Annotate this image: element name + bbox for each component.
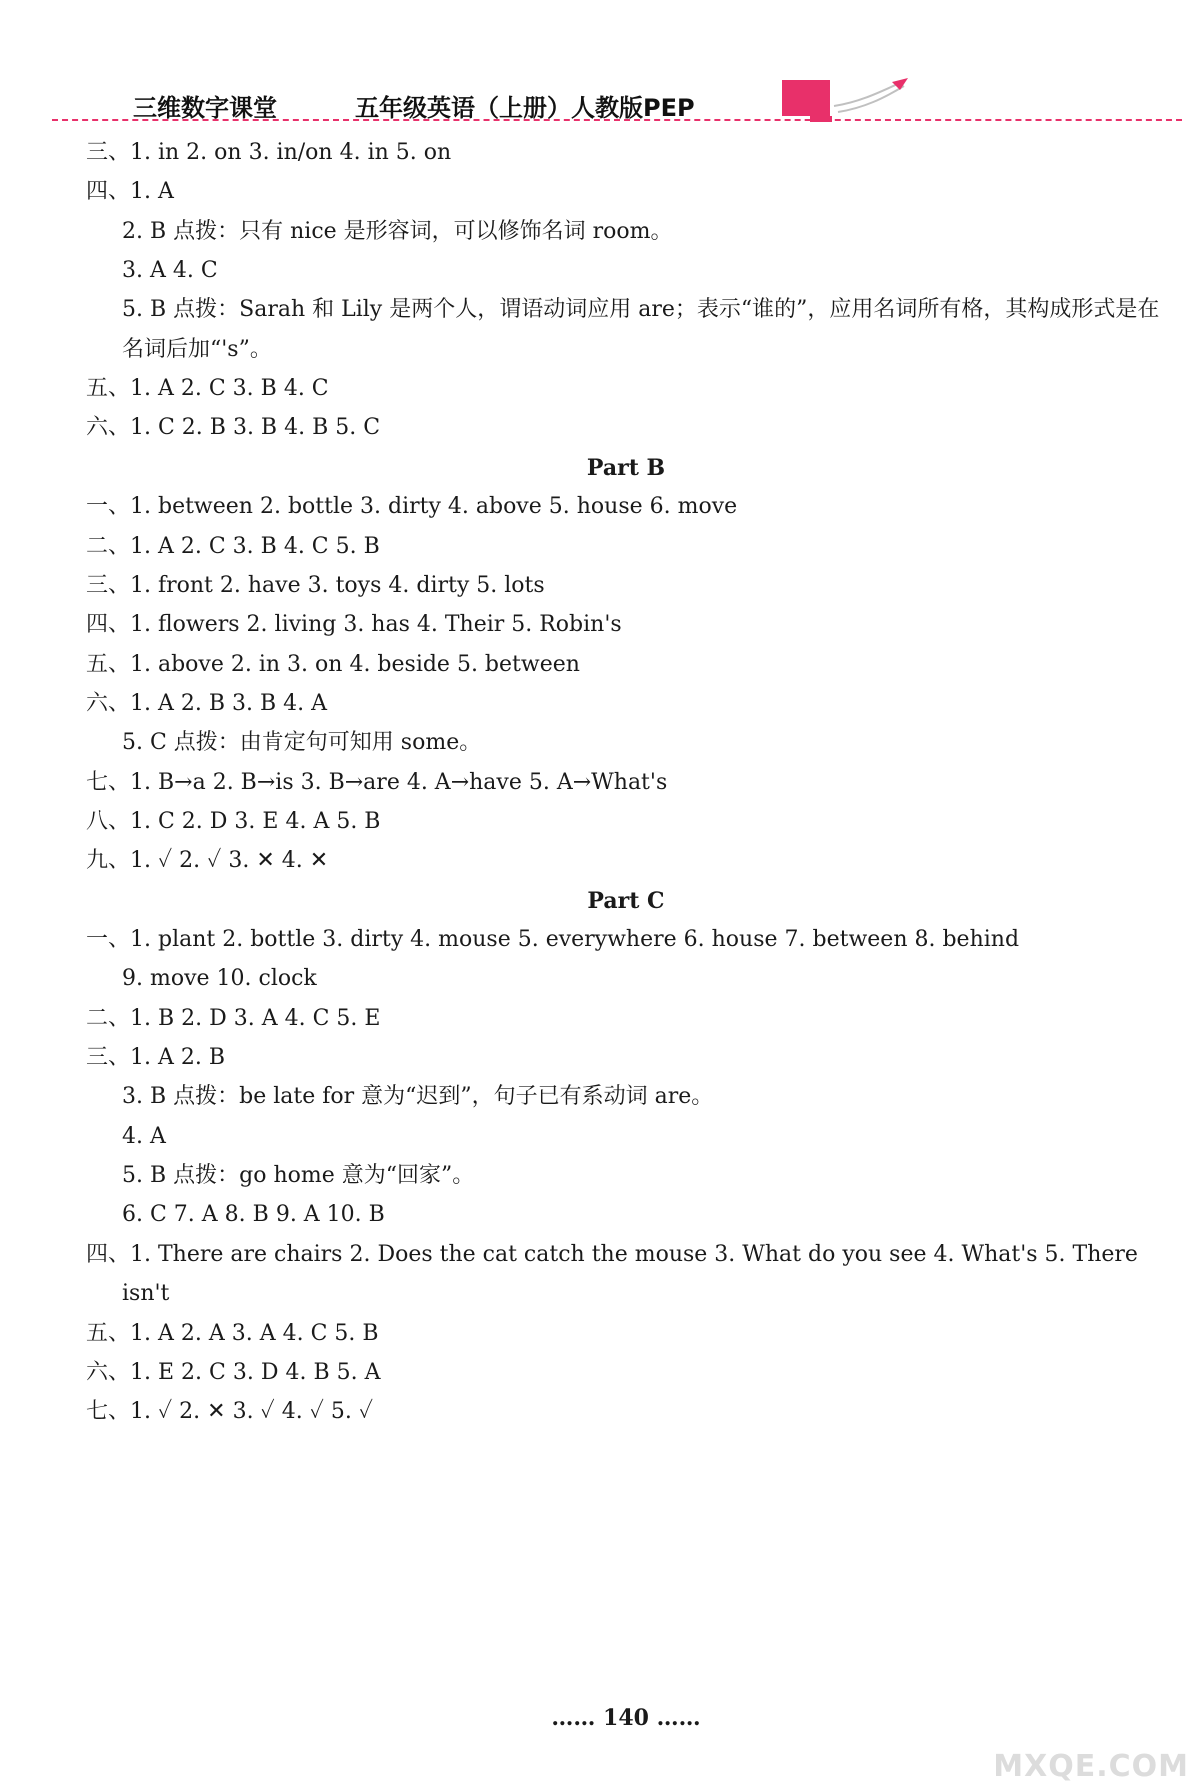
answer-line: 九、1. ✓ 2. ✓ 3. ✕ 4. ✕ [86,848,329,873]
answer-line: 四、1. flowers 2. living 3. has 4. Their 5. Robin's [86,612,622,637]
book-title: 五年级英语（上册）人教版PEP [355,94,695,122]
header-divider [52,119,1182,121]
answer-line: 名词后加“'s”。 [122,337,272,362]
answer-line: 五、1. above 2. in 3. on 4. beside 5. between [86,652,580,677]
answer-line: 六、1. A 2. B 3. B 4. A [86,691,328,716]
answer-line: 5. B 点拨：go home 意为“回家”。 [122,1163,475,1188]
answer-line: 五、1. A 2. A 3. A 4. C 5. B [86,1321,379,1346]
answer-line: 一、1. between 2. bottle 3. dirty 4. above 5. house 6. move [86,494,738,519]
answer-line: 八、1. C 2. D 3. E 4. A 5. B [86,809,381,834]
answer-line: 四、1. There are chairs 2. Does the cat catch the mouse 3. What do you see 4. What's 5. There [86,1242,1138,1267]
answer-line: 5. C 点拨：由肯定句可知用 some。 [122,730,482,755]
page-number: …… 140 …… [551,1705,701,1731]
answer-line: 4. A [122,1124,166,1149]
section-heading: Part C [587,888,665,914]
answer-line: 三、1. in 2. on 3. in/on 4. in 5. on [86,140,452,165]
answer-line: 2. B 点拨：只有 nice 是形容词，可以修饰名词 room。 [122,219,673,244]
answer-line: 六、1. E 2. C 3. D 4. B 5. A [86,1360,381,1385]
answer-line: 3. B 点拨：be late for 意为“迟到”，句子已有系动词 are。 [122,1084,714,1109]
answer-line: 三、1. front 2. have 3. toys 4. dirty 5. lots [86,573,545,598]
answer-line: 七、1. ✓ 2. ✕ 3. ✓ 4. ✓ 5. ✓ [86,1399,374,1424]
section-heading: Part B [586,455,666,481]
answer-line: 5. B 点拨：Sarah 和 Lily 是两个人，谓语动词应用 are；表示“谁的”，应用名词所有格，其构成形式是在 [122,297,1160,322]
answer-line: isn't [122,1281,170,1306]
answer-line: 二、1. A 2. C 3. B 4. C 5. B [86,534,380,559]
answer-line: 二、1. B 2. D 3. A 4. C 5. E [86,1006,381,1031]
site-watermark: MXQE.COM [993,1749,1189,1784]
answer-line: 五、1. A 2. C 3. B 4. C [86,376,329,401]
answer-line: 四、1. A [86,179,174,204]
answer-line: 三、1. A 2. B [86,1045,226,1070]
answer-line: 9. move 10. clock [122,966,317,991]
answer-line: 6. C 7. A 8. B 9. A 10. B [122,1202,385,1227]
answer-line: 3. A 4. C [122,258,218,283]
series-title: 三维数字课堂 [133,94,277,122]
answer-line: 一、1. plant 2. bottle 3. dirty 4. mouse 5. everywhere 6. house 7. between 8. behind [86,927,1020,952]
answer-line: 六、1. C 2. B 3. B 4. B 5. C [86,415,381,440]
answer-line: 七、1. B→a 2. B→is 3. B→are 4. A→have 5. A→What's [86,770,668,795]
